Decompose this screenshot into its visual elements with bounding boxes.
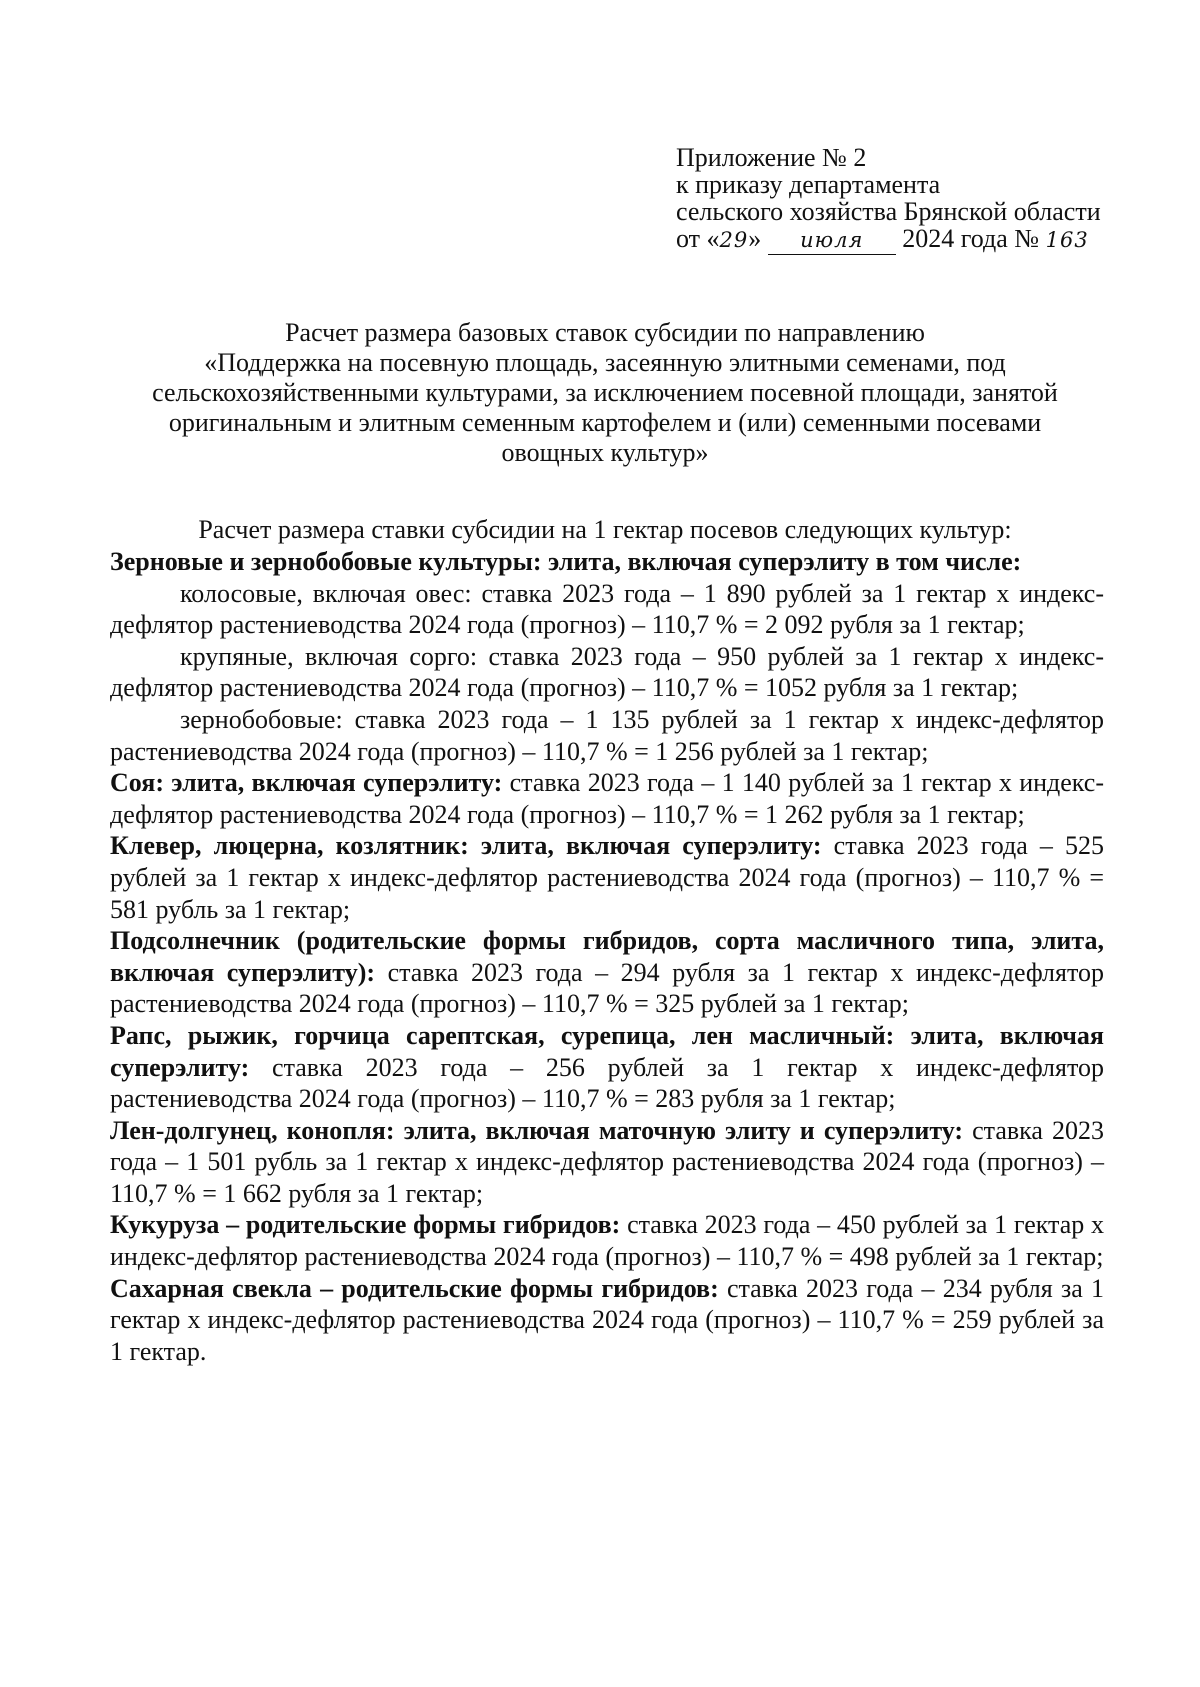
beet-text: ставка 2023 года – 234 рубля за 1 гектар х индекс-дефлятор растениеводства 2024 года (прогноз) – 110,7 % = 259 рублей за 1 гектар. [110, 1273, 1104, 1366]
date-month-blank [768, 225, 896, 255]
corn-text: ставка 2023 года – 450 рублей за 1 гектар х индекс-дефлятор растениеводства 2024 года (прогноз) – 110,7 % = 498 рублей за 1 гектар; [110, 1210, 1104, 1272]
grain-groats-paragraph: крупяные, включая сорго: ставка 2023 года – 950 рублей за 1 гектар х индекс-дефлятор растениеводства 2024 года (прогноз) – 110,7 % = 1052 рубля за 1 гектар; [110, 641, 1104, 703]
clover-text: ставка 2023 года – 525 рублей за 1 гектар х индекс-дефлятор растениеводства 2024 года (прогноз) – 110,7 % = 581 рубль за 1 гектар; [110, 831, 1104, 924]
soy-text: ставка 2023 года – 1 140 рублей за 1 гектар х индекс-дефлятор растениеводства 2024 года (прогноз) – 110,7 % = 1 262 рубля за 1 гектар; [110, 768, 1104, 829]
title-line: овощных культур» [501, 438, 709, 467]
intro-line: Расчет размера ставки субсидии на 1 гектар посевов следующих культур: [198, 515, 1012, 544]
appendix-header [676, 144, 1176, 255]
grain-heading: Зерновые и зернобобовые культуры: элита, включая суперэлиту в том числе: [110, 547, 1022, 576]
date-month-handwritten: июля [800, 228, 864, 252]
title-line: Расчет размера базовых ставок субсидии по направлению [285, 318, 925, 347]
rates-body [110, 546, 1104, 1367]
order-number-handwritten: 163 [1045, 228, 1089, 252]
appendix-number: Приложение № 2 [676, 143, 867, 172]
beet-heading: Сахарная свекла – родительские формы гибридов: [110, 1273, 719, 1303]
rapeseed-heading: Рапс, рыжик, горчица сарептская, сурепица, лен масличный: элита, включая суперэлиту: [110, 1020, 1104, 1082]
grain-cereals-paragraph: колосовые, включая овес: ставка 2023 года – 1 890 рублей за 1 гектар х индекс-дефлятор растениеводства 2024 года (прогноз) – 110,7 % = 2 092 рубля за 1 гектар; [110, 578, 1104, 640]
flax-heading: Лен-долгунец, конопля: элита, включая маточную элиту и суперэлиту: [110, 1115, 964, 1145]
date-prefix: от « [676, 224, 720, 253]
title-line: «Поддержка на посевную площадь, засеянную элитными семенами, под [204, 348, 1006, 377]
clover-paragraph [110, 830, 1104, 925]
date-day-handwritten: 29 [719, 228, 749, 252]
title-line: оригинальным и элитным семенным картофелем и (или) семенными посевами [168, 408, 1042, 437]
sunflower-heading: Подсолнечник (родительские формы гибридов, сорта масличного типа, элита, включая суперэлиту): [110, 926, 1104, 987]
rapeseed-text: ставка 2023 года – 256 рублей за 1 гектар х индекс-дефлятор растениеводства 2024 года (прогноз) – 110,7 % = 283 рубля за 1 гектар; [110, 1052, 1104, 1114]
appendix-date-line [676, 225, 1176, 255]
soy-heading: Соя: элита, включая суперэлиту: [110, 768, 503, 798]
corn-heading: Кукуруза – родительские формы гибридов: [110, 1210, 621, 1240]
grain-legumes-paragraph: зернобобовые: ставка 2023 года – 1 135 рублей за 1 гектар х индекс-дефлятор растениеводства 2024 года (прогноз) – 110,7 % = 1 256 рублей за 1 гектар; [110, 704, 1104, 766]
document-title [110, 318, 1100, 468]
flax-text: ставка 2023 года – 1 501 рубль за 1 гектар х индекс-дефлятор растениеводства 2024 года (прогноз) – 110,7 % = 1 662 рубля за 1 гектар; [110, 1115, 1104, 1208]
title-line: сельскохозяйственными культурами, за исключением посевной площади, занятой [152, 378, 1058, 407]
flax-paragraph [110, 1115, 1104, 1210]
appendix-order-ref: к приказу департамента [676, 170, 941, 199]
sunflower-text: ставка 2023 года – 294 рубля за 1 гектар х индекс-дефлятор растениеводства 2024 года (прогноз) – 110,7 % = 325 рублей за 1 гектар; [110, 957, 1104, 1019]
date-year: 2024 года № [902, 224, 1046, 253]
rapeseed-paragraph [110, 1020, 1104, 1115]
appendix-department: сельского хозяйства Брянской области [676, 197, 1101, 226]
sunflower-paragraph [110, 925, 1104, 1020]
beet-paragraph [110, 1273, 1104, 1368]
clover-heading: Клевер, люцерна, козлятник: элита, включая суперэлиту: [110, 831, 822, 861]
corn-paragraph [110, 1209, 1104, 1272]
soy-paragraph [110, 767, 1104, 830]
date-mid: » [748, 224, 762, 253]
